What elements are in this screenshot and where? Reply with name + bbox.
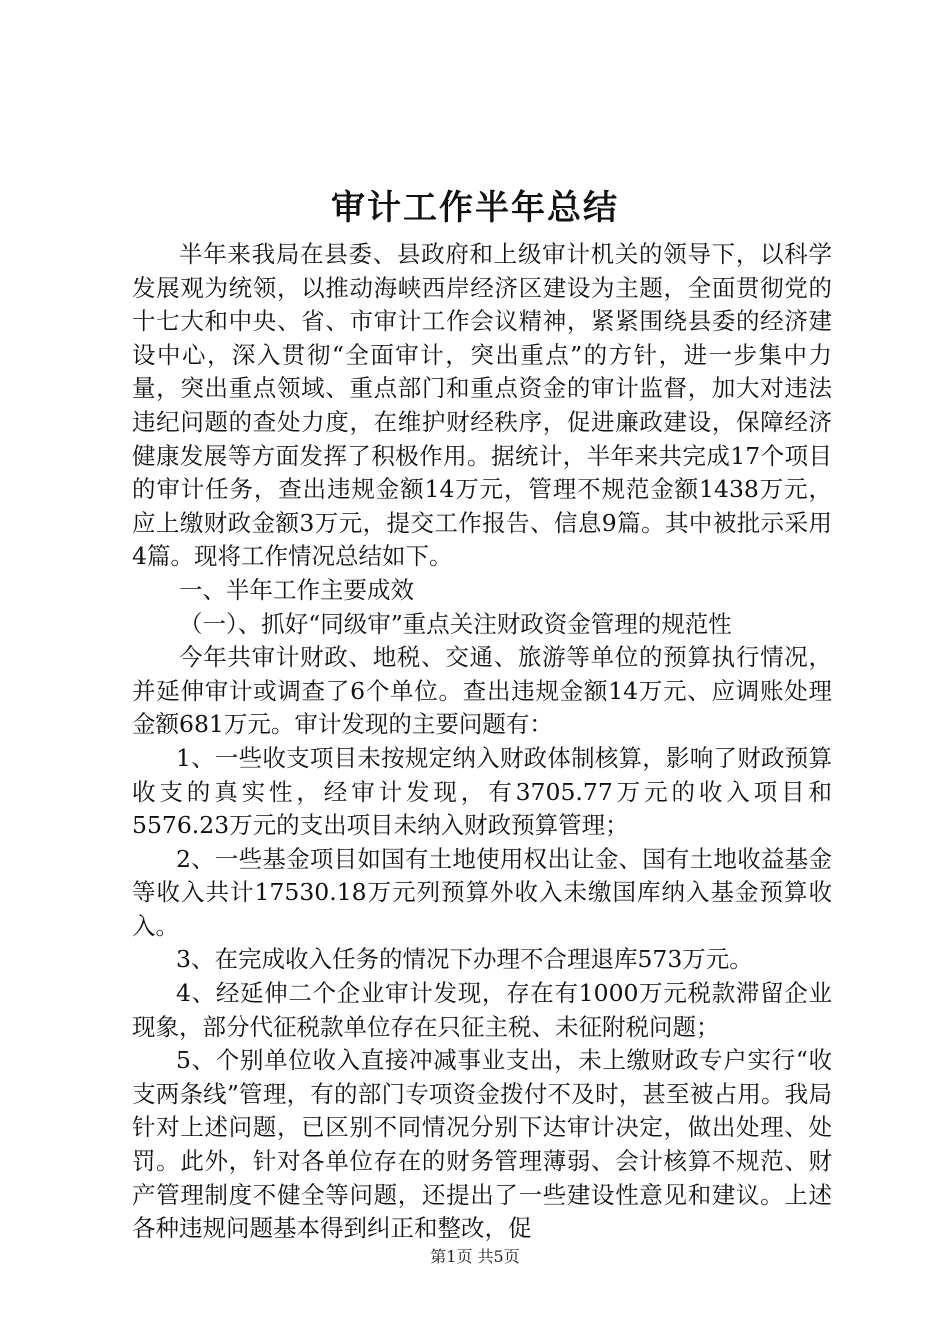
list-item-4: 4、经延伸二个企业审计发现，存在有1000万元税款滞留企业现象，部分代征税款单位存在只征主税、未征附税问题；	[132, 979, 832, 1041]
document-title: 审计工作半年总结	[331, 188, 619, 228]
list-item-2: 2、一些基金项目如国有土地使用权出让金、国有土地收益基金等收入共计17530.18万元列预算外收入未缴国库纳入基金预算收入。	[132, 844, 832, 940]
subsection-heading: （一）、抓好“同级审”重点关注财政资金管理的规范性	[179, 609, 732, 638]
paragraph-audit-scope: 今年共审计财政、地税、交通、旅游等单位的预算执行情况，并延伸审计或调查了6个单位。查出违规金额14万元、应调账处理金额681万元。审计发现的主要问题有：	[132, 643, 832, 739]
list-item-3: 3、在完成收入任务的情况下办理不合理退库573万元。	[176, 945, 753, 974]
list-item-1: 1、一些收支项目未按规定纳入财政体制核算，影响了财政预算收支的真实性，经审计发现，有3705.77万元的收入项目和5576.23万元的支出项目未纳入财政预算管理；	[132, 743, 832, 840]
list-item-5: 5、个别单位收入直接冲减事业支出，未上缴财政专户实行“收支两条线”管理，有的部门专项资金拨付不及时，甚至被占用。我局针对上述问题，已区别不同情况分别下达审计决定，做出处理、处罚。此外，针对各单位存在的财务管理薄弱、会计核算不规范、财产管理制度不健全等问题，还提出了一些建设性意见和建议。上述各种违规问题基本得到纠正和整改，促	[132, 1046, 832, 1243]
document-body	[132, 238, 832, 1246]
page-footer: 第1页 共5页	[430, 1247, 520, 1266]
section-heading: 一、半年工作主要成效	[179, 575, 414, 604]
paragraph-intro: 半年来我局在县委、县政府和上级审计机关的领导下，以科学发展观为统领，以推动海峡西岸经济区建设为主题，全面贯彻党的十七大和中央、省、市审计工作会议精神，紧紧围绕县委的经济建设中心，深入贯彻“全面审计，突出重点”的方针，进一步集中力量，突出重点领域、重点部门和重点资金的审计监督，加大对违法违纪问题的查处力度，在维护财经秩序，促进廉政建设，保障经济健康发展等方面发挥了积极作用。据统计，半年来共完成17个项目的审计任务，查出违规金额14万元，管理不规范金额1438万元，应上缴财政金额3万元，提交工作报告、信息9篇。其中被批示采用4篇。现将工作情况总结如下。	[132, 240, 832, 571]
